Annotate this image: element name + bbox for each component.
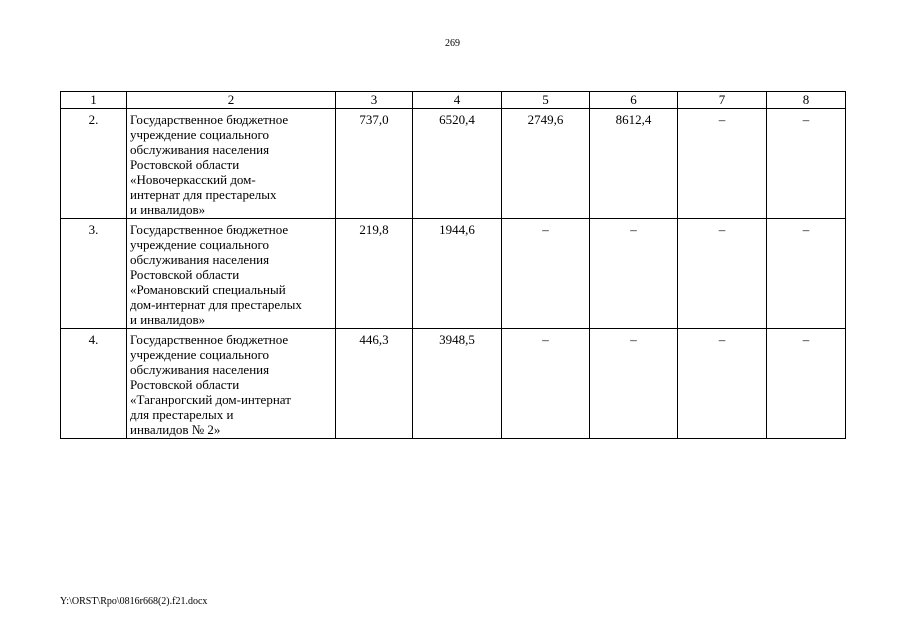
column-6-value: – <box>590 219 678 329</box>
row-number-cell: 2. <box>61 109 127 219</box>
institution-name-cell <box>127 109 336 219</box>
row-number-cell: 4. <box>61 329 127 439</box>
header-cell-4: 4 <box>413 92 502 109</box>
column-5-value: 2749,6 <box>502 109 590 219</box>
name-line: и инвалидов» <box>130 312 206 327</box>
name-line: «Новочеркасский дом- <box>130 172 256 187</box>
column-8-value: – <box>767 109 846 219</box>
column-6-value: – <box>590 329 678 439</box>
header-cell-3: 3 <box>336 92 413 109</box>
name-line: интернат для престарелых <box>130 187 277 202</box>
name-line: инвалидов № 2» <box>130 422 221 437</box>
name-line: «Таганрогский дом-интернат <box>130 392 291 407</box>
name-line: учреждение социального <box>130 237 270 252</box>
column-4-value: 6520,4 <box>413 109 502 219</box>
page-number: 269 <box>445 38 460 49</box>
column-3-value: 446,3 <box>336 329 413 439</box>
name-line: Государственное бюджетное <box>130 332 289 347</box>
column-6-value: 8612,4 <box>590 109 678 219</box>
column-8-value: – <box>767 329 846 439</box>
table-row <box>61 329 846 439</box>
header-cell-1: 1 <box>61 92 127 109</box>
institution-name-cell <box>127 219 336 329</box>
name-line: Ростовской области <box>130 267 240 282</box>
column-3-value: 219,8 <box>336 219 413 329</box>
document-file-path: Y:\ORST\Rpo\0816r668(2).f21.docx <box>60 596 208 607</box>
column-7-value: – <box>678 329 767 439</box>
name-line: для престарелых и <box>130 407 234 422</box>
column-4-value: 3948,5 <box>413 329 502 439</box>
name-line: Государственное бюджетное <box>130 222 289 237</box>
header-cell-2: 2 <box>127 92 336 109</box>
institution-name-cell <box>127 329 336 439</box>
name-line: «Романовский специальный <box>130 282 286 297</box>
column-7-value: – <box>678 219 767 329</box>
column-7-value: – <box>678 109 767 219</box>
name-line: обслуживания населения <box>130 362 270 377</box>
header-cell-6: 6 <box>590 92 678 109</box>
column-5-value: – <box>502 219 590 329</box>
name-line: учреждение социального <box>130 127 270 142</box>
name-line: обслуживания населения <box>130 142 270 157</box>
name-line: Ростовской области <box>130 377 240 392</box>
header-cell-7: 7 <box>678 92 767 109</box>
data-table <box>60 91 846 439</box>
table-row <box>61 219 846 329</box>
name-line: дом-интернат для престарелых <box>130 297 302 312</box>
table-header-row <box>61 92 846 109</box>
name-line: учреждение социального <box>130 347 270 362</box>
header-cell-5: 5 <box>502 92 590 109</box>
header-cell-8: 8 <box>767 92 846 109</box>
column-5-value: – <box>502 329 590 439</box>
table-row <box>61 109 846 219</box>
name-line: обслуживания населения <box>130 252 270 267</box>
column-8-value: – <box>767 219 846 329</box>
name-line: Государственное бюджетное <box>130 112 289 127</box>
row-number-cell: 3. <box>61 219 127 329</box>
name-line: Ростовской области <box>130 157 240 172</box>
column-4-value: 1944,6 <box>413 219 502 329</box>
column-3-value: 737,0 <box>336 109 413 219</box>
name-line: и инвалидов» <box>130 202 206 217</box>
